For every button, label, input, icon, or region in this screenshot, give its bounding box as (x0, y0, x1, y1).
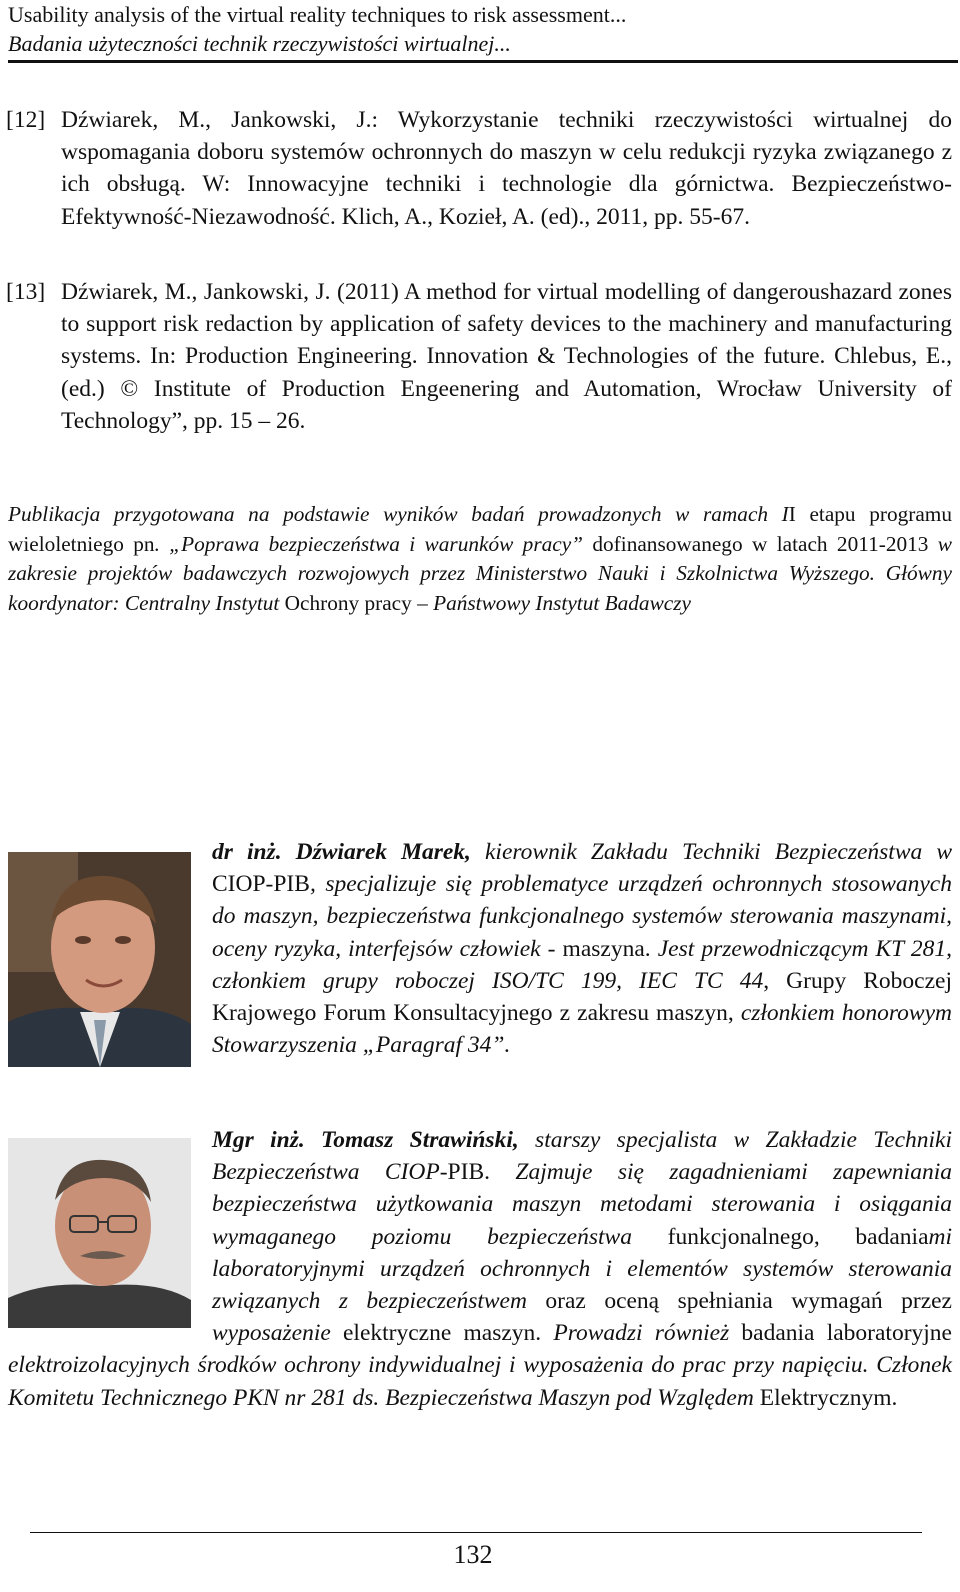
bio-text: Elektrycznym. (759, 1384, 898, 1411)
reference-text: Dźwiarek, M., Jankowski, J. (2011) A method for virtual modelling of dangeroushazard zones to support risk redaction by application of safety devices to the machinery and manufacturing systems. In: Production Engineering. Innovation & Technologies of the future. Chlebus, E., (ed.) © Institute of Production Engeenering and Automation, Wrocław University of Technology”, pp. 15 – 26. (61, 279, 952, 434)
author-name: Mgr inż. Tomasz Strawiński, (212, 1127, 519, 1153)
bio-text: - maszyna. (540, 935, 658, 962)
bio-text: , Grupy Roboczej Krajowego Forum Konsultacyjnego z zakresu maszyn, (212, 967, 952, 1027)
ack-text: w zakresie projektów badawczych rozwojowych przez Ministerstwo Nauki i Szkolnictwa Wyższego. Główny koordynator: Centralny Instytut (8, 531, 953, 615)
author-bio-dzwiarek (212, 836, 952, 1061)
bio-text: CIOP-PIB (212, 871, 310, 898)
reference-item (6, 276, 952, 437)
reference-item (6, 104, 952, 233)
ack-text: dofinansowanego w latach 2011-2013 (583, 531, 938, 556)
ack-text: . „Poprawa bezpieczeństwa i warunków pracy” (154, 531, 584, 556)
bio-text: Prowadzi również (553, 1320, 742, 1347)
reference-text: Dźwiarek, M., Jankowski, J.: Wykorzystanie techniki rzeczywistości wirtualnej do wspomagania doboru systemów ochronnych do maszyn w celu redukcji ryzyka związanego z ich obsługą. W: Innowacyjne techniki i technologie dla górnictwa. Bezpieczeństwo-Efektywność-Niezawodność. Klich, A., Kozieł, A. (ed)., 2011, pp. 55-67. (61, 107, 952, 230)
header-title-pl: Badania użyteczności technik rzeczywistości wirtualnej... (8, 31, 511, 56)
portrait-image (8, 852, 191, 1067)
running-header (8, 0, 948, 58)
acknowledgement-paragraph (8, 500, 952, 618)
reference-number: [12] (6, 107, 46, 133)
footer-rule (30, 1532, 922, 1533)
author-photo-dzwiarek (8, 852, 191, 1067)
bio-text: członkiem honorowym Stowarzyszenia „Paragraf 34”. (212, 1000, 952, 1059)
ack-text: Publikacja przygotowana na podstawie wyników badań prowadzonych w ramach I (8, 502, 789, 526)
bio-text: kierownik Zakładu Techniki Bezpieczeństwa w (470, 839, 952, 865)
page-number: 132 (453, 1540, 493, 1569)
bio-text: funkcjonalnego, badania (667, 1223, 929, 1250)
ack-text: Ochrony pracy (284, 590, 412, 615)
bio-text: -PIB. (439, 1159, 516, 1186)
header-title-en: Usability analysis of the virtual reality techniques to risk assessment... (8, 2, 627, 27)
reference-number: [13] (6, 279, 46, 305)
header-rule (8, 60, 958, 63)
author-name: dr inż. Dźwiarek Marek, (212, 839, 471, 865)
ack-text: – Państwowy Instytut Badawczy (411, 590, 691, 615)
bio-text: Zajmuje się zagadnieniami zapewniania bezpieczeństwa użytkowania maszyn metodami sterowania i osiągania wymaganego poziomu bezpieczeństwa (212, 1159, 952, 1250)
bio-text: badania laboratoryjne (741, 1320, 952, 1347)
ack-text: I etapu programu wieloletniego pn (8, 502, 952, 556)
bio-text: starszy specjalista w Zakładzie Techniki Bezpieczeństwa CIOP (212, 1127, 952, 1186)
bio-text: Jest przewodniczącym KT 281, członkiem grupy roboczej ISO/TC 199, IEC TC 44 (212, 935, 952, 994)
bio-text: elektroizolacyjnych środków ochrony indywidualnej i wyposażenia do prac przy napięciu. Członek Komitetu Technicznego PKN nr 281 ds. Bezpieczeństwa Maszyn pod Względem (8, 1352, 952, 1411)
bio-text: , specjalizuje się problematyce urządzeń ochronnych stosowanych do maszyn, bezpieczeństwa funkcjonalnego systemów sterowania maszynami, oceny ryzyka, interfejsów człowiek (212, 871, 952, 962)
bio-text: mi laboratoryjnymi urządzeń ochronnych i elementów systemów sterowania związanych z bezpieczeństwem (212, 1223, 952, 1315)
bio-text: wyposażenie (212, 1320, 343, 1347)
bio-text: elektryczne maszyn. (343, 1320, 554, 1347)
bio-text: oraz oceną spełniania wymagań przez (545, 1288, 952, 1315)
author-bio-strawinski (8, 1124, 952, 1414)
